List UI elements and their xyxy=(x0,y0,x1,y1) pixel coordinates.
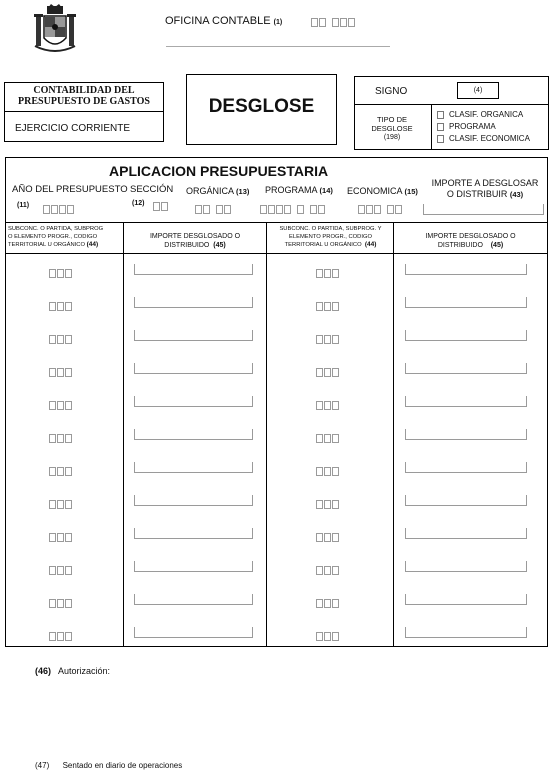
row-importe-input-left[interactable] xyxy=(134,528,253,539)
row-importe-input-right[interactable] xyxy=(405,330,527,341)
signo-input[interactable]: (4) xyxy=(457,82,499,99)
col4-header: IMPORTE DESGLOSADO O DISTRIBUIDO (45) xyxy=(425,233,516,249)
row-code-input-right[interactable] xyxy=(316,364,340,382)
row-code-input-left[interactable] xyxy=(49,265,73,283)
row-code-input-left[interactable] xyxy=(49,298,73,316)
row-importe-input-right[interactable] xyxy=(405,528,527,539)
seccion-num: (12) xyxy=(132,200,145,207)
row-code-input-right[interactable] xyxy=(316,529,340,547)
row-code-input-right[interactable] xyxy=(316,397,340,415)
contabilidad-title: CONTABILIDAD DEL PRESUPUESTO DE GASTOS xyxy=(18,85,150,107)
organica-label: ORGÁNICA (13) xyxy=(186,186,250,196)
sentado-diario-field: (47) Sentado en diario de operaciones xyxy=(35,761,183,770)
row-code-input-left[interactable] xyxy=(49,595,73,613)
row-importe-input-left[interactable] xyxy=(134,462,253,473)
row-code-input-left[interactable] xyxy=(49,562,73,580)
row-importe-input-left[interactable] xyxy=(134,297,253,308)
row-importe-input-right[interactable] xyxy=(405,297,527,308)
row-code-input-left[interactable] xyxy=(49,529,73,547)
col3-header: SUBCONC. O PARTIDA, SUBPROG. Y ELEMENTO PROGR., CODIGO TERRITORIAL U ORGÁNICO (44) xyxy=(279,226,382,248)
ano-num: (11) xyxy=(17,202,30,209)
desglose-title: DESGLOSE xyxy=(208,96,315,117)
row-code-input-right[interactable] xyxy=(316,496,340,514)
row-importe-input-right[interactable] xyxy=(405,627,527,638)
row-code-input-right[interactable] xyxy=(316,628,340,646)
row-importe-input-left[interactable] xyxy=(134,495,253,506)
option-programa[interactable]: PROGRAMA xyxy=(437,121,530,133)
row-importe-input-right[interactable] xyxy=(405,495,527,506)
row-code-input-left[interactable] xyxy=(49,331,73,349)
row-code-input-right[interactable] xyxy=(316,298,340,316)
programa-label: PROGRAMA (14) xyxy=(265,185,333,195)
row-importe-input-left[interactable] xyxy=(134,396,253,407)
row-importe-input-left[interactable] xyxy=(134,429,253,440)
row-code-input-right[interactable] xyxy=(316,463,340,481)
row-code-input-left[interactable] xyxy=(49,463,73,481)
ano-presupuesto-label: AÑO DEL PRESUPUESTO xyxy=(12,184,128,195)
aplicacion-title: APLICACION PRESUPUESTARIA xyxy=(109,163,329,179)
economica-label: ECONOMICA (15) xyxy=(347,186,418,196)
row-importe-input-right[interactable] xyxy=(405,462,527,473)
ejercicio-corriente-label: EJERCICIO CORRIENTE xyxy=(15,123,131,134)
row-importe-input-left[interactable] xyxy=(134,561,253,572)
row-importe-input-left[interactable] xyxy=(134,264,253,275)
row-importe-input-right[interactable] xyxy=(405,264,527,275)
col1-header: SUBCONC. O PARTIDA, SUBPROG O ELEMENTO PROGR., CODIGO TERRITORIAL U ORGÁNICO (44) xyxy=(8,226,104,248)
row-code-input-left[interactable] xyxy=(49,496,73,514)
row-code-input-right[interactable] xyxy=(316,265,340,283)
autorizacion-field: (46) Autorización: xyxy=(35,666,111,676)
row-importe-input-right[interactable] xyxy=(405,429,527,440)
row-code-input-right[interactable] xyxy=(316,331,340,349)
oficina-contable-label: OFICINA CONTABLE (1) xyxy=(165,15,283,27)
row-importe-input-right[interactable] xyxy=(405,594,527,605)
tipo-desglose-label: TIPO DE DESGLOSE (198) xyxy=(371,115,413,141)
row-importe-input-left[interactable] xyxy=(134,627,253,638)
row-importe-input-left[interactable] xyxy=(134,330,253,341)
row-code-input-right[interactable] xyxy=(316,595,340,613)
row-importe-input-right[interactable] xyxy=(405,363,527,374)
importe-desglosar-label: IMPORTE A DESGLOSAR O DISTRIBUIR (43) xyxy=(431,178,539,199)
row-importe-input-right[interactable] xyxy=(405,396,527,407)
row-code-input-right[interactable] xyxy=(316,562,340,580)
col2-header: IMPORTE DESGLOSADO O DISTRIBUIDO (45) xyxy=(149,233,241,249)
row-importe-input-left[interactable] xyxy=(134,363,253,374)
row-code-input-left[interactable] xyxy=(49,430,73,448)
row-importe-input-left[interactable] xyxy=(134,594,253,605)
row-code-input-left[interactable] xyxy=(49,397,73,415)
signo-label: SIGNO xyxy=(375,86,408,97)
option-clasif-economica[interactable]: CLASIF. ECONOMICA xyxy=(437,133,530,145)
row-code-input-left[interactable] xyxy=(49,628,73,646)
row-code-input-right[interactable] xyxy=(316,430,340,448)
option-clasif-organica[interactable]: CLASIF. ORGANICA xyxy=(437,109,530,121)
row-code-input-left[interactable] xyxy=(49,364,73,382)
row-importe-input-right[interactable] xyxy=(405,561,527,572)
seccion-label: SECCIÓN xyxy=(130,184,174,195)
